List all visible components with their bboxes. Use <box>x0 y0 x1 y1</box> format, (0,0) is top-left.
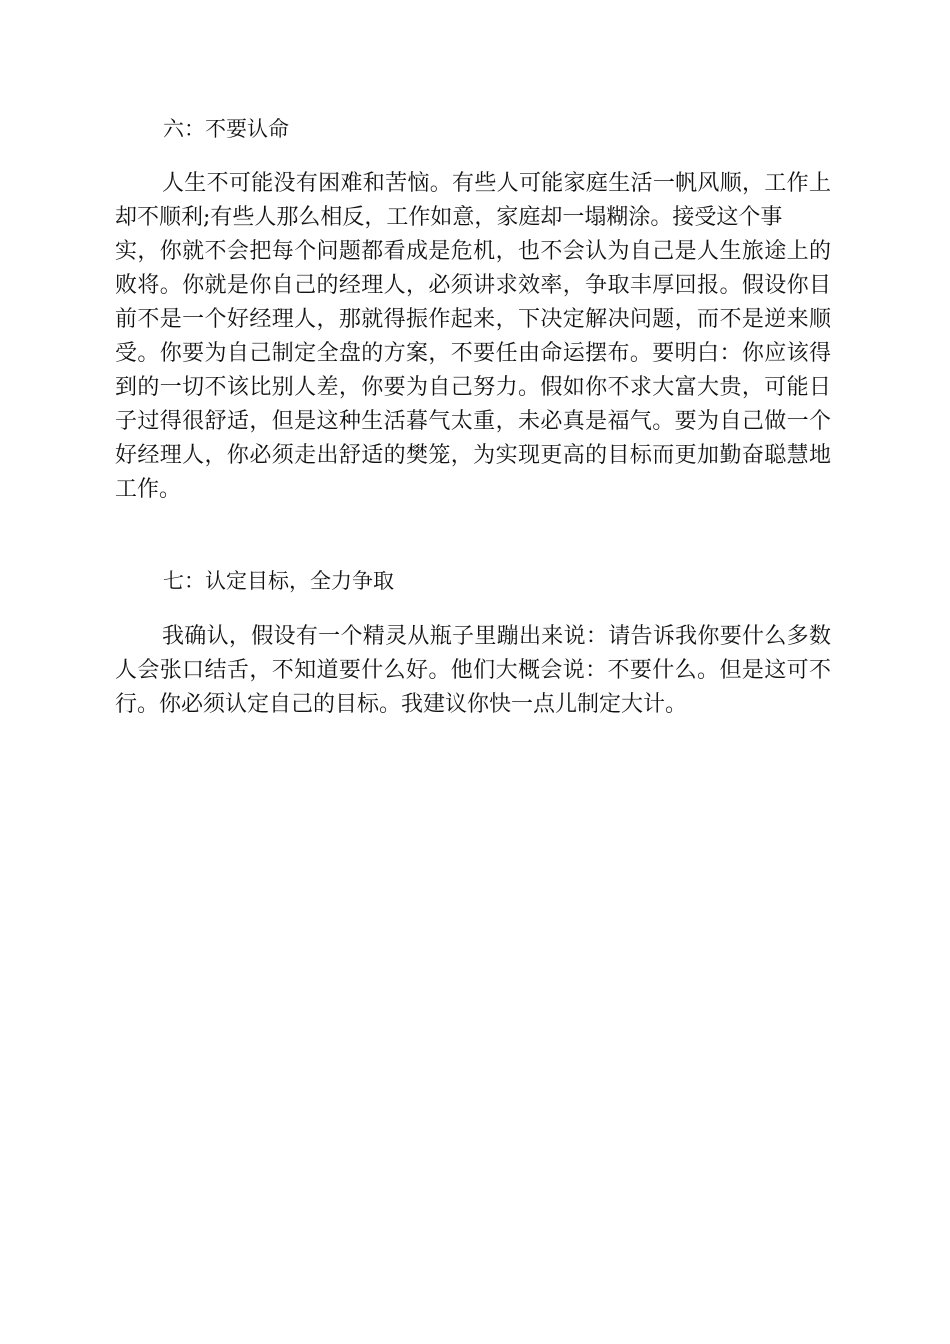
paragraph-line: 前不是一个好经理人，那就得振作起来，下决定解决问题，而不是逆来顺 <box>115 307 831 332</box>
section-paragraph-6 <box>115 167 831 507</box>
section-heading-6: 六：不要认命 <box>163 117 289 141</box>
section-heading-7: 七：认定目标，全力争取 <box>163 569 394 593</box>
paragraph-line: 工作。 <box>115 477 182 502</box>
paragraph-line: 好经理人，你必须走出舒适的樊笼，为实现更高的目标而更加勤奋聪慧地 <box>115 443 831 468</box>
paragraph-line: 行。你必须认定自己的目标。我建议你快一点儿制定大计。 <box>115 692 688 717</box>
paragraph-line: 实，你就不会把每个问题都看成是危机，也不会认为自己是人生旅途上的 <box>115 239 831 264</box>
paragraph-line: 人会张口结舌，不知道要什么好。他们大概会说：不要什么。但是这可不 <box>115 658 831 683</box>
paragraph-line: 到的一切不该比别人差，你要为自己努力。假如你不求大富大贵，可能日 <box>115 375 831 400</box>
paragraph-line: 我确认，假设有一个精灵从瓶子里蹦出来说：请告诉我你要什么多数 <box>162 624 831 649</box>
paragraph-line: 却不顺利;有些人那么相反，工作如意，家庭却一塌糊涂。接受这个事 <box>115 205 783 230</box>
paragraph-line: 败将。你就是你自己的经理人，必须讲求效率，争取丰厚回报。假设你目 <box>115 273 831 298</box>
paragraph-line: 受。你要为自己制定全盘的方案，不要任由命运摆布。要明白：你应该得 <box>115 341 831 366</box>
paragraph-line: 子过得很舒适，但是这种生活暮气太重，未必真是福气。要为自己做一个 <box>115 409 831 434</box>
section-paragraph-7 <box>115 620 831 722</box>
paragraph-line: 人生不可能没有困难和苦恼。有些人可能家庭生活一帆风顺，工作上 <box>162 171 831 196</box>
